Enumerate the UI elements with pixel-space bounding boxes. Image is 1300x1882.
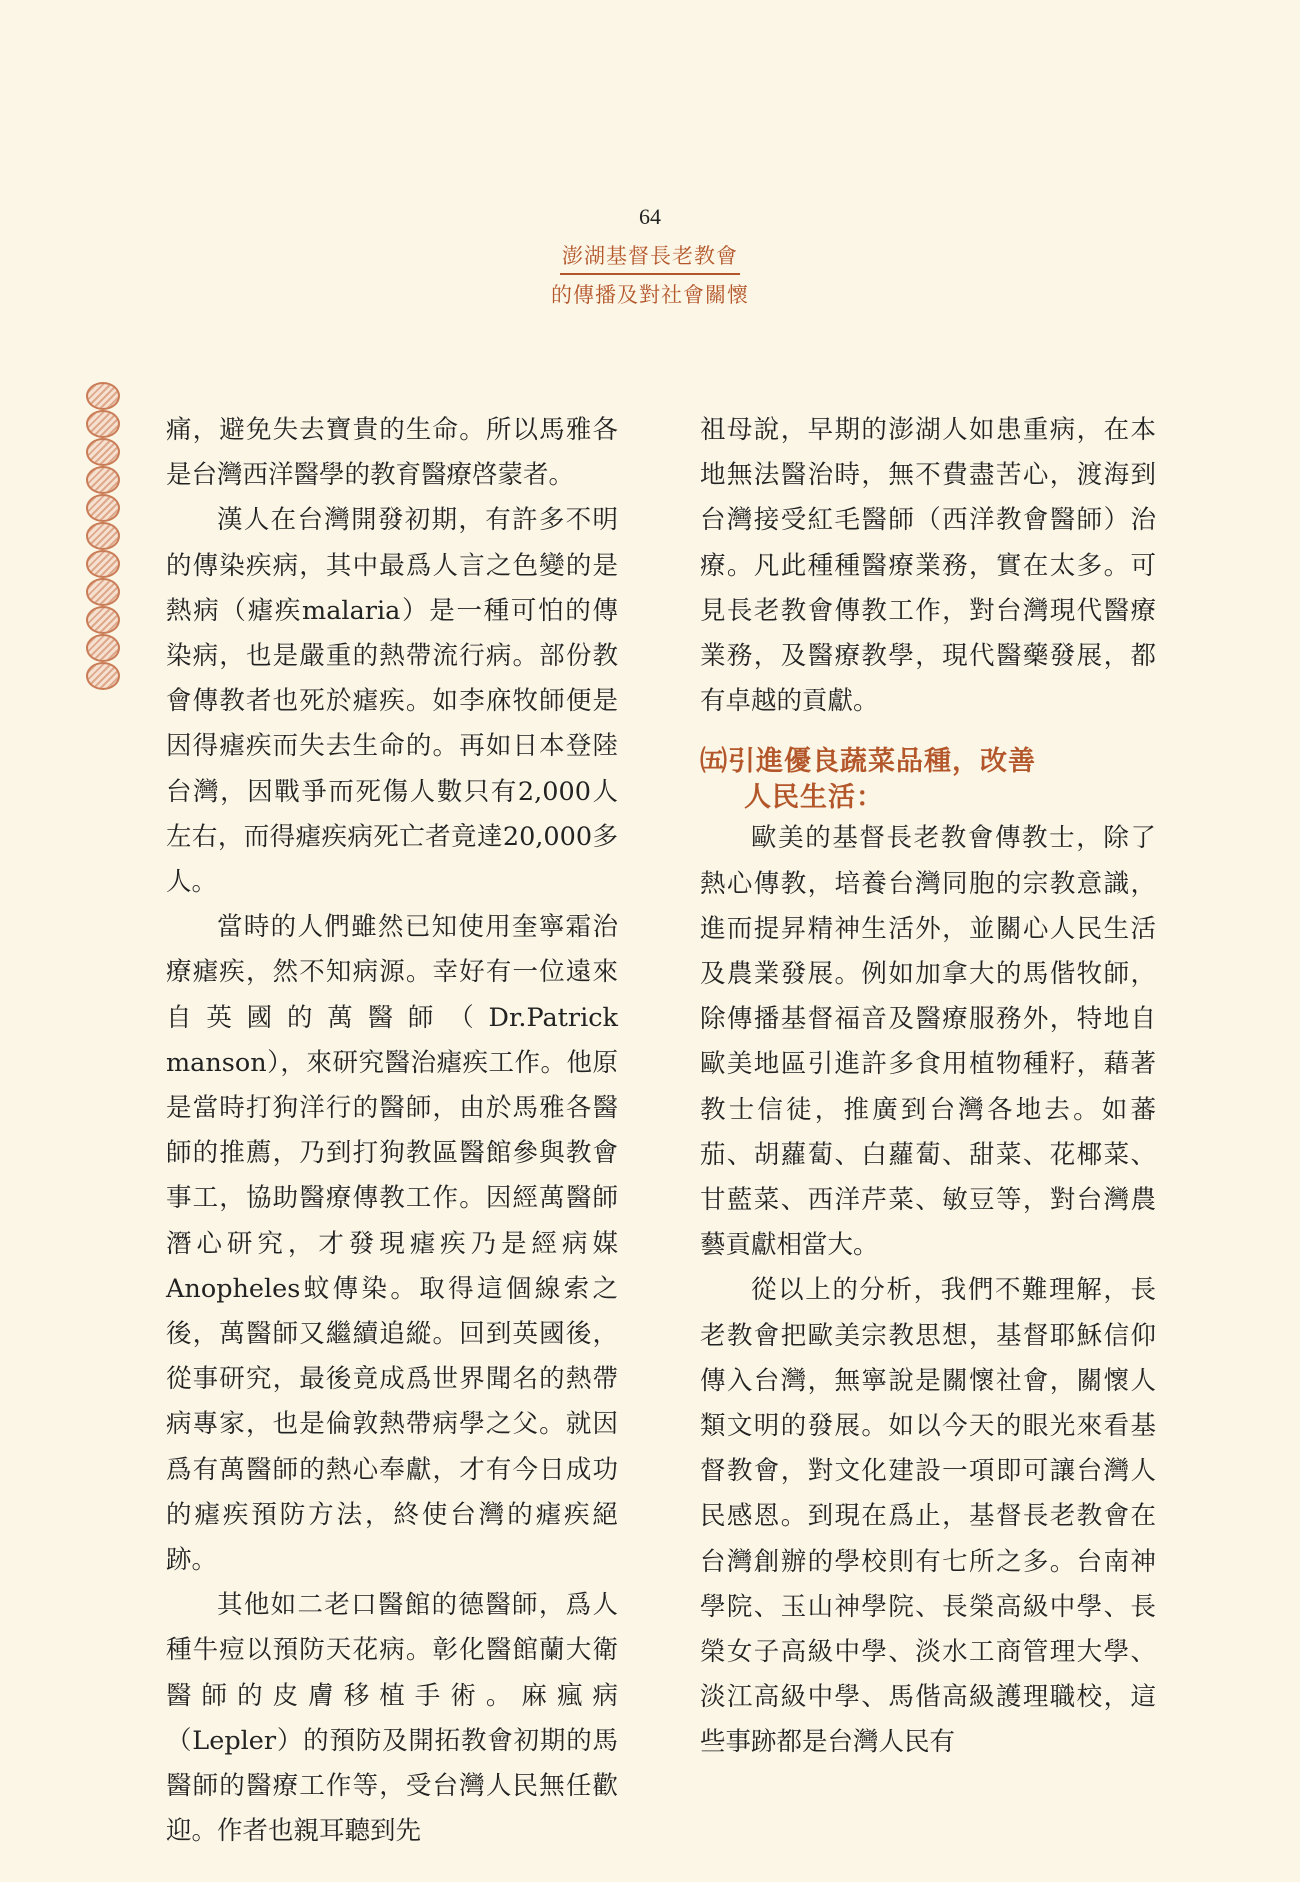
seed-ornament-icon bbox=[86, 662, 120, 690]
running-head-title-line1: 澎湖基督長老教會 bbox=[560, 240, 740, 275]
seed-ornament-icon bbox=[86, 606, 120, 634]
section-heading bbox=[700, 744, 1156, 816]
paragraph: 祖母說，早期的澎湖人如患重病，在本地無法醫治時，無不費盡苦心，渡海到台灣接受紅毛醫師（西洋教會醫師）治療。凡此種種醫療業務，實在太多。可見長老教會傳教工作，對台灣現代醫療業務，及醫療教學，現代醫藥發展，都有卓越的貢獻。 bbox=[700, 415, 1156, 717]
paragraph: 痛，避免失去寶貴的生命。所以馬雅各是台灣西洋醫學的教育醫療啓蒙者。 bbox=[166, 415, 618, 491]
paragraph: 從以上的分析，我們不難理解，長老教會把歐美宗教思想，基督耶穌信仰傳入台灣，無寧說是關懷社會，關懷人類文明的發展。如以今天的眼光來看基督教會，對文化建設一項即可讓台灣人民感恩。到現在爲止，基督長老教會在台灣創辦的學校則有七所之多。台南神學院、玉山神學院、長榮高級中學、長榮女子高級中學、淡水工商管理大學、淡江高級中學、馬偕高級護理職校，這些事跡都是台灣人民有 bbox=[700, 1275, 1156, 1758]
paragraph: 其他如二老口醫館的德醫師，爲人種牛痘以預防天花病。彰化醫館蘭大衛醫師的皮膚移植手術。麻瘋病（Lepler）的預防及開拓教會初期的馬醫師的醫療工作等，受台灣人民無任歡迎。作者也親耳聽到先 bbox=[166, 1590, 618, 1847]
section-heading-line1: ㈤引進優良蔬菜品種，改善 bbox=[700, 746, 1036, 778]
right-text-column bbox=[700, 408, 1156, 1766]
seed-ornament-icon bbox=[86, 410, 120, 438]
running-head bbox=[0, 240, 1300, 309]
page-number: 64 bbox=[639, 204, 661, 229]
running-head-title-line2: 的傳播及對社會關懷 bbox=[551, 283, 749, 307]
paragraph: 當時的人們雖然已知使用奎寧霜治療瘧疾，然不知病源。幸好有一位遠來自英國的萬醫師（Dr.Patrick manson），來研究醫治瘧疾工作。他原是當時打狗洋行的醫師，由於馬雅各醫師的推薦，乃到打狗教區醫館參與教會事工，協助醫療傳教工作。因經萬醫師潛心研究，才發現瘧疾乃是經病媒Anopheles蚊傳染。取得這個線索之後，萬醫師又繼續追縱。回到英國後，從事研究，最後竟成爲世界聞名的熱帶病專家，也是倫敦熱帶病學之父。就因爲有萬醫師的熱心奉獻，才有今日成功的瘧疾預防方法，終使台灣的瘧疾絕跡。 bbox=[166, 912, 618, 1576]
seed-ornament-icon bbox=[86, 634, 120, 662]
section-heading-line2: 人民生活： bbox=[744, 782, 884, 814]
seed-ornament-border bbox=[86, 382, 126, 690]
left-text-column bbox=[166, 408, 618, 1855]
seed-ornament-icon bbox=[86, 382, 120, 410]
seed-ornament-icon bbox=[86, 522, 120, 550]
paragraph: 歐美的基督長老教會傳教士，除了熱心傳教，培養台灣同胞的宗教意識，進而提昇精神生活外，並關心人民生活及農業發展。例如加拿大的馬偕牧師，除傳播基督福音及醫療服務外，特地自歐美地區引進許多食用植物種籽，藉著教士信徒，推廣到台灣各地去。如蕃茄、胡蘿蔔、白蘿蔔、甜菜、花椰菜、甘藍菜、西洋芹菜、敏豆等，對台灣農藝貢獻相當大。 bbox=[700, 823, 1156, 1261]
seed-ornament-icon bbox=[86, 438, 120, 466]
paragraph: 漢人在台灣開發初期，有許多不明的傳染疾病，其中最爲人言之色變的是熱病（瘧疾malaria）是一種可怕的傳染病，也是嚴重的熱帶流行病。部份教會傳教者也死於瘧疾。如李庥牧師便是因得瘧疾而失去生命的。再如日本登陸台灣，因戰爭而死傷人數只有2,000人左右，而得瘧疾病死亡者竟達20,000多人。 bbox=[166, 505, 618, 898]
seed-ornament-icon bbox=[86, 578, 120, 606]
seed-ornament-icon bbox=[86, 550, 120, 578]
seed-ornament-icon bbox=[86, 466, 120, 494]
seed-ornament-icon bbox=[86, 494, 120, 522]
